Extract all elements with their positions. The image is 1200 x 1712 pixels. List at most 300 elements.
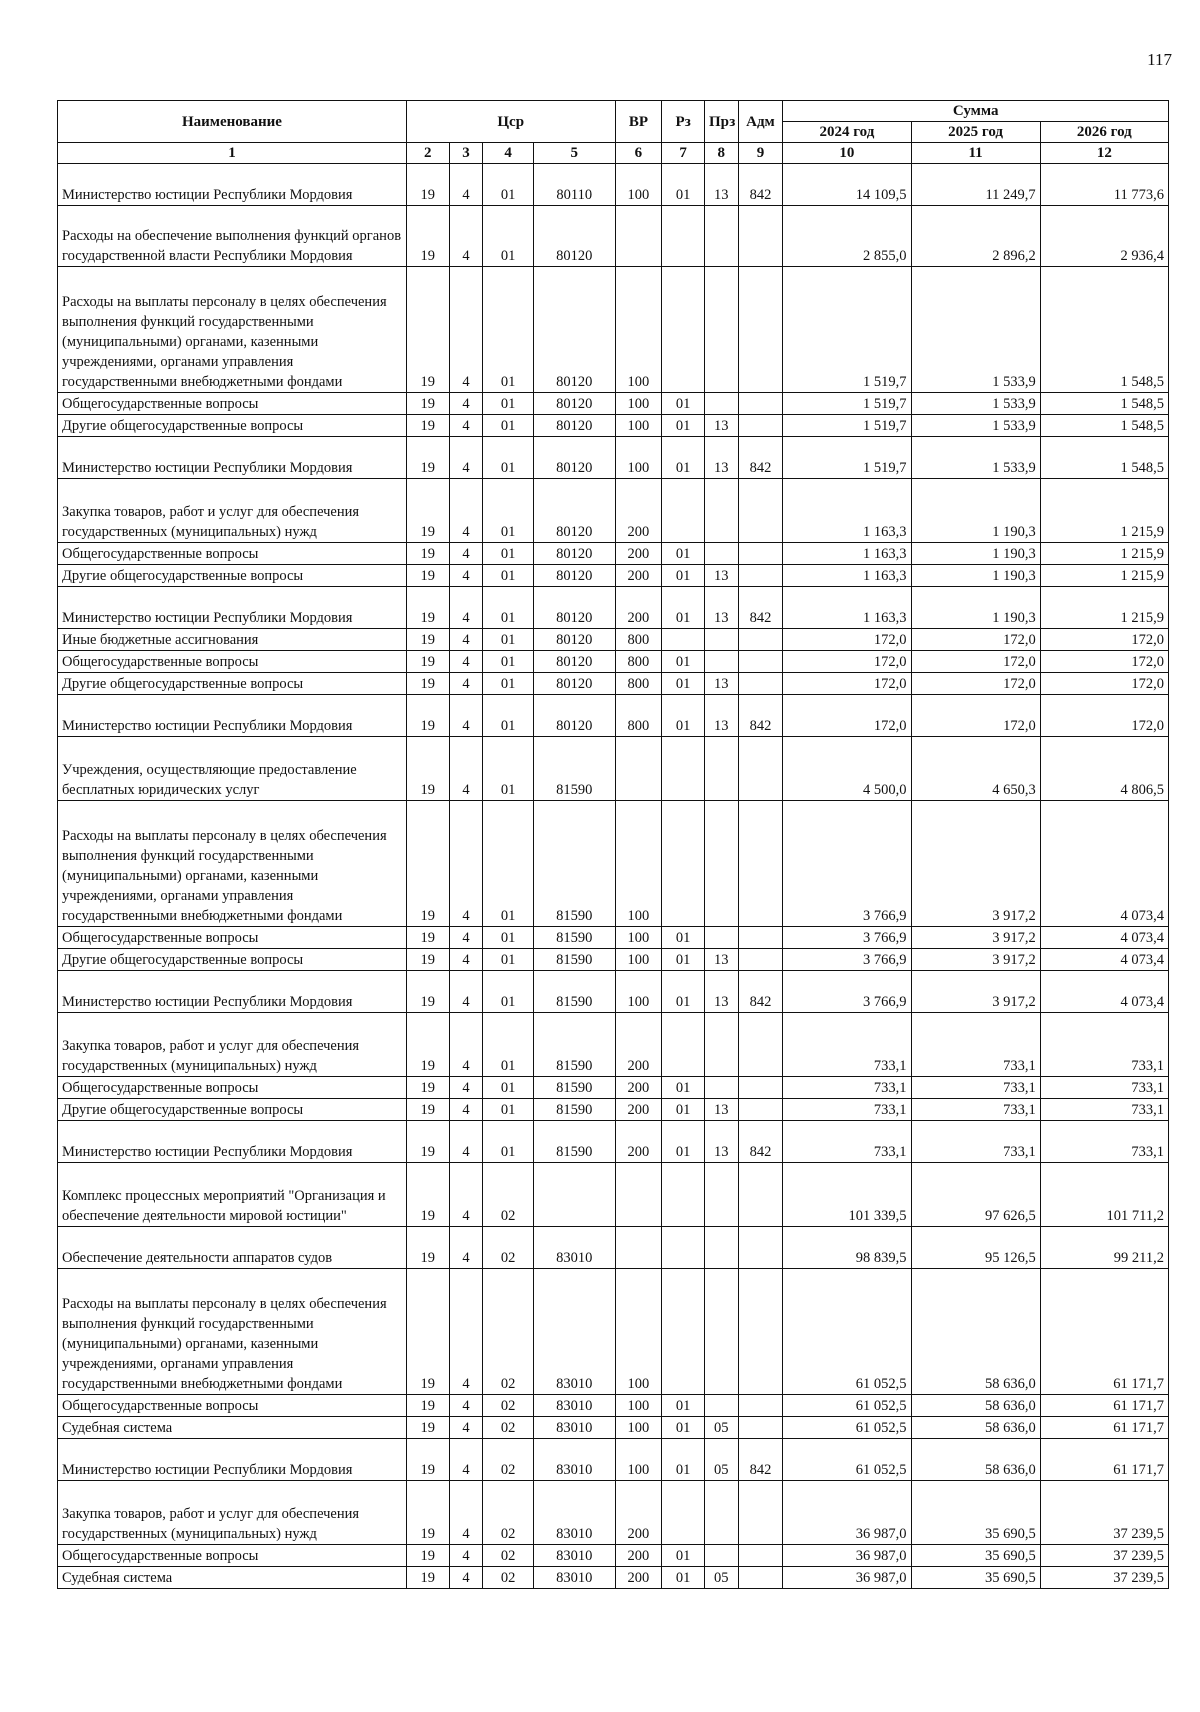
- csr-direction: 80120: [534, 629, 615, 651]
- csr-subprogram: 4: [449, 437, 483, 479]
- header-prz: Прз: [705, 101, 739, 143]
- csr-direction: 81590: [534, 949, 615, 971]
- csr-direction: 81590: [534, 1077, 615, 1099]
- amount-2024: 61 052,5: [783, 1439, 911, 1481]
- csr-program: 19: [406, 1545, 449, 1567]
- table-row: [58, 673, 1169, 695]
- csr-direction: 81590: [534, 801, 615, 927]
- adm-code: [738, 1417, 783, 1439]
- adm-code: [738, 1099, 783, 1121]
- row-name: Другие общегосударственные вопросы: [58, 565, 407, 587]
- csr-subprogram: 4: [449, 415, 483, 437]
- row-name: Другие общегосударственные вопросы: [58, 1099, 407, 1121]
- row-name: Общегосударственные вопросы: [58, 927, 407, 949]
- csr-complex: 02: [483, 1163, 534, 1227]
- prz-code: [705, 206, 739, 267]
- vr-code: [615, 1227, 662, 1269]
- csr-program: 19: [406, 1417, 449, 1439]
- amount-2025: 1 533,9: [911, 437, 1040, 479]
- row-name: Обеспечение деятельности аппаратов судов: [58, 1227, 407, 1269]
- csr-subprogram: 4: [449, 1567, 483, 1589]
- csr-program: 19: [406, 629, 449, 651]
- table-row: [58, 1013, 1169, 1077]
- prz-code: 05: [705, 1567, 739, 1589]
- table-row: [58, 801, 1169, 927]
- prz-code: [705, 267, 739, 393]
- csr-program: 19: [406, 267, 449, 393]
- rz-code: 01: [662, 927, 705, 949]
- csr-program: 19: [406, 737, 449, 801]
- amount-2026: 37 239,5: [1040, 1481, 1168, 1545]
- amount-2025: 95 126,5: [911, 1227, 1040, 1269]
- prz-code: [705, 737, 739, 801]
- csr-direction: 80120: [534, 415, 615, 437]
- page-number: 117: [1147, 50, 1172, 69]
- amount-2024: 1 519,7: [783, 267, 911, 393]
- table-row: [58, 651, 1169, 673]
- adm-code: [738, 949, 783, 971]
- amount-2024: 36 987,0: [783, 1567, 911, 1589]
- csr-program: 19: [406, 1439, 449, 1481]
- csr-program: 19: [406, 971, 449, 1013]
- table-row: [58, 415, 1169, 437]
- amount-2025: 58 636,0: [911, 1417, 1040, 1439]
- adm-code: [738, 1163, 783, 1227]
- csr-complex: 01: [483, 267, 534, 393]
- row-name: Общегосударственные вопросы: [58, 1395, 407, 1417]
- vr-code: 200: [615, 479, 662, 543]
- table-row: [58, 1099, 1169, 1121]
- header-year-2026: 2026 год: [1040, 122, 1168, 143]
- csr-direction: 80120: [534, 651, 615, 673]
- rz-code: [662, 479, 705, 543]
- column-number: 10: [783, 143, 911, 164]
- amount-2026: 172,0: [1040, 651, 1168, 673]
- prz-code: [705, 1227, 739, 1269]
- adm-code: [738, 801, 783, 927]
- csr-program: 19: [406, 949, 449, 971]
- table-row: [58, 949, 1169, 971]
- table-row: [58, 479, 1169, 543]
- csr-complex: 02: [483, 1269, 534, 1395]
- amount-2024: 1 163,3: [783, 479, 911, 543]
- vr-code: 100: [615, 267, 662, 393]
- row-name: Другие общегосударственные вопросы: [58, 415, 407, 437]
- csr-program: 19: [406, 1121, 449, 1163]
- column-number: 4: [483, 143, 534, 164]
- prz-code: 05: [705, 1417, 739, 1439]
- csr-program: 19: [406, 1269, 449, 1395]
- csr-program: 19: [406, 1013, 449, 1077]
- vr-code: 200: [615, 565, 662, 587]
- vr-code: 200: [615, 1567, 662, 1589]
- csr-direction: 83010: [534, 1439, 615, 1481]
- adm-code: [738, 543, 783, 565]
- adm-code: [738, 393, 783, 415]
- header-csr: Цср: [406, 101, 615, 143]
- csr-complex: 02: [483, 1227, 534, 1269]
- amount-2025: 1 190,3: [911, 543, 1040, 565]
- amount-2025: 1 190,3: [911, 479, 1040, 543]
- amount-2025: 58 636,0: [911, 1439, 1040, 1481]
- amount-2026: 1 215,9: [1040, 479, 1168, 543]
- table-row: [58, 1439, 1169, 1481]
- adm-code: [738, 1481, 783, 1545]
- csr-program: 19: [406, 479, 449, 543]
- prz-code: 13: [705, 949, 739, 971]
- csr-complex: 01: [483, 1013, 534, 1077]
- amount-2025: 172,0: [911, 629, 1040, 651]
- prz-code: [705, 1269, 739, 1395]
- vr-code: 100: [615, 1395, 662, 1417]
- csr-subprogram: 4: [449, 1545, 483, 1567]
- vr-code: 800: [615, 695, 662, 737]
- amount-2025: 172,0: [911, 673, 1040, 695]
- table-row: [58, 971, 1169, 1013]
- csr-program: 19: [406, 565, 449, 587]
- row-name: Закупка товаров, работ и услуг для обеспечения государственных (муниципальных) нужд: [58, 479, 407, 543]
- csr-complex: 01: [483, 206, 534, 267]
- adm-code: 842: [738, 971, 783, 1013]
- amount-2024: 101 339,5: [783, 1163, 911, 1227]
- rz-code: 01: [662, 1545, 705, 1567]
- column-numbers-row: [58, 143, 1169, 164]
- csr-complex: 02: [483, 1481, 534, 1545]
- csr-complex: 01: [483, 801, 534, 927]
- amount-2025: 1 533,9: [911, 267, 1040, 393]
- csr-direction: 83010: [534, 1395, 615, 1417]
- csr-subprogram: 4: [449, 1269, 483, 1395]
- amount-2024: 2 855,0: [783, 206, 911, 267]
- header-year-2024: 2024 год: [783, 122, 911, 143]
- csr-subprogram: 4: [449, 267, 483, 393]
- rz-code: [662, 1227, 705, 1269]
- table-row: [58, 629, 1169, 651]
- rz-code: [662, 1163, 705, 1227]
- amount-2024: 1 519,7: [783, 437, 911, 479]
- amount-2024: 4 500,0: [783, 737, 911, 801]
- vr-code: 200: [615, 1077, 662, 1099]
- adm-code: [738, 1077, 783, 1099]
- prz-code: 13: [705, 673, 739, 695]
- adm-code: 842: [738, 1439, 783, 1481]
- vr-code: 100: [615, 971, 662, 1013]
- rz-code: [662, 1269, 705, 1395]
- csr-direction: 80120: [534, 206, 615, 267]
- amount-2025: 2 896,2: [911, 206, 1040, 267]
- amount-2024: 36 987,0: [783, 1481, 911, 1545]
- csr-direction: 80120: [534, 695, 615, 737]
- rz-code: 01: [662, 949, 705, 971]
- rz-code: 01: [662, 415, 705, 437]
- adm-code: [738, 737, 783, 801]
- csr-complex: 01: [483, 1121, 534, 1163]
- csr-subprogram: 4: [449, 1013, 483, 1077]
- csr-program: 19: [406, 927, 449, 949]
- csr-program: 19: [406, 393, 449, 415]
- csr-direction: 81590: [534, 1013, 615, 1077]
- vr-code: 100: [615, 415, 662, 437]
- csr-subprogram: 4: [449, 651, 483, 673]
- csr-subprogram: 4: [449, 673, 483, 695]
- csr-direction: 80120: [534, 673, 615, 695]
- rz-code: [662, 1013, 705, 1077]
- prz-code: [705, 393, 739, 415]
- amount-2024: 61 052,5: [783, 1395, 911, 1417]
- row-name: Общегосударственные вопросы: [58, 543, 407, 565]
- table-row: [58, 1163, 1169, 1227]
- csr-program: 19: [406, 1099, 449, 1121]
- vr-code: 200: [615, 1121, 662, 1163]
- table-row: [58, 206, 1169, 267]
- csr-subprogram: 4: [449, 927, 483, 949]
- csr-direction: 80120: [534, 437, 615, 479]
- amount-2024: 172,0: [783, 629, 911, 651]
- amount-2026: 61 171,7: [1040, 1439, 1168, 1481]
- vr-code: 200: [615, 587, 662, 629]
- csr-complex: 01: [483, 587, 534, 629]
- csr-complex: 01: [483, 695, 534, 737]
- vr-code: 800: [615, 629, 662, 651]
- csr-subprogram: 4: [449, 1395, 483, 1417]
- csr-direction: 81590: [534, 1121, 615, 1163]
- amount-2024: 1 163,3: [783, 565, 911, 587]
- amount-2026: 61 171,7: [1040, 1417, 1168, 1439]
- amount-2024: 3 766,9: [783, 949, 911, 971]
- amount-2024: 98 839,5: [783, 1227, 911, 1269]
- csr-complex: 02: [483, 1439, 534, 1481]
- csr-subprogram: 4: [449, 393, 483, 415]
- amount-2026: 37 239,5: [1040, 1545, 1168, 1567]
- header-vr: ВР: [615, 101, 662, 143]
- adm-code: [738, 1013, 783, 1077]
- table-row: [58, 1227, 1169, 1269]
- csr-subprogram: 4: [449, 206, 483, 267]
- prz-code: 05: [705, 1439, 739, 1481]
- csr-direction: 83010: [534, 1227, 615, 1269]
- amount-2024: 733,1: [783, 1099, 911, 1121]
- column-number: 1: [58, 143, 407, 164]
- table-body: [58, 164, 1169, 1589]
- adm-code: [738, 1567, 783, 1589]
- csr-program: 19: [406, 1163, 449, 1227]
- amount-2026: 172,0: [1040, 695, 1168, 737]
- vr-code: [615, 206, 662, 267]
- csr-subprogram: 4: [449, 543, 483, 565]
- amount-2024: 172,0: [783, 695, 911, 737]
- table-row: [58, 695, 1169, 737]
- amount-2026: 4 073,4: [1040, 801, 1168, 927]
- adm-code: [738, 651, 783, 673]
- csr-direction: 81590: [534, 927, 615, 949]
- prz-code: [705, 1163, 739, 1227]
- csr-program: 19: [406, 587, 449, 629]
- rz-code: [662, 737, 705, 801]
- table-row: [58, 1395, 1169, 1417]
- csr-program: 19: [406, 1077, 449, 1099]
- csr-complex: 01: [483, 629, 534, 651]
- amount-2025: 97 626,5: [911, 1163, 1040, 1227]
- amount-2025: 35 690,5: [911, 1567, 1040, 1589]
- csr-program: 19: [406, 206, 449, 267]
- vr-code: 100: [615, 927, 662, 949]
- amount-2026: 4 073,4: [1040, 927, 1168, 949]
- amount-2026: 1 215,9: [1040, 543, 1168, 565]
- amount-2025: 58 636,0: [911, 1269, 1040, 1395]
- adm-code: [738, 629, 783, 651]
- row-name: Комплекс процессных мероприятий "Организация и обеспечение деятельности мировой юстиции": [58, 1163, 407, 1227]
- amount-2026: 4 073,4: [1040, 971, 1168, 1013]
- table-row: [58, 737, 1169, 801]
- row-name: Общегосударственные вопросы: [58, 1077, 407, 1099]
- vr-code: 200: [615, 1013, 662, 1077]
- table-row: [58, 164, 1169, 206]
- csr-direction: 80120: [534, 479, 615, 543]
- rz-code: 01: [662, 1099, 705, 1121]
- csr-subprogram: 4: [449, 1439, 483, 1481]
- amount-2026: 1 548,5: [1040, 267, 1168, 393]
- csr-complex: 01: [483, 543, 534, 565]
- vr-code: 100: [615, 801, 662, 927]
- csr-direction: 81590: [534, 1099, 615, 1121]
- adm-code: 842: [738, 1121, 783, 1163]
- adm-code: [738, 1545, 783, 1567]
- csr-direction: 81590: [534, 737, 615, 801]
- column-number: 5: [534, 143, 615, 164]
- amount-2024: 172,0: [783, 673, 911, 695]
- csr-subprogram: 4: [449, 971, 483, 1013]
- rz-code: 01: [662, 971, 705, 1013]
- rz-code: [662, 629, 705, 651]
- csr-program: 19: [406, 1481, 449, 1545]
- csr-subprogram: 4: [449, 801, 483, 927]
- csr-subprogram: 4: [449, 164, 483, 206]
- csr-subprogram: 4: [449, 1099, 483, 1121]
- csr-complex: 01: [483, 651, 534, 673]
- row-name: Общегосударственные вопросы: [58, 651, 407, 673]
- row-name: Министерство юстиции Республики Мордовия: [58, 1439, 407, 1481]
- amount-2025: 4 650,3: [911, 737, 1040, 801]
- row-name: Общегосударственные вопросы: [58, 393, 407, 415]
- csr-subprogram: 4: [449, 587, 483, 629]
- row-name: Учреждения, осуществляющие предоставление бесплатных юридических услуг: [58, 737, 407, 801]
- rz-code: [662, 267, 705, 393]
- csr-program: 19: [406, 1227, 449, 1269]
- csr-program: 19: [406, 1567, 449, 1589]
- column-number: 11: [911, 143, 1040, 164]
- row-name: Расходы на выплаты персоналу в целях обеспечения выполнения функций государственными (муниципальными) органами, казенными учреждениями, органами управления государственными внебюджетными фондами: [58, 1269, 407, 1395]
- csr-direction: 80120: [534, 587, 615, 629]
- csr-direction: 83010: [534, 1269, 615, 1395]
- vr-code: [615, 1163, 662, 1227]
- adm-code: [738, 1269, 783, 1395]
- amount-2026: 11 773,6: [1040, 164, 1168, 206]
- csr-complex: 02: [483, 1417, 534, 1439]
- csr-complex: 01: [483, 673, 534, 695]
- table-row: [58, 927, 1169, 949]
- prz-code: [705, 1545, 739, 1567]
- csr-subprogram: 4: [449, 1163, 483, 1227]
- prz-code: [705, 651, 739, 673]
- adm-code: [738, 479, 783, 543]
- amount-2026: 1 548,5: [1040, 393, 1168, 415]
- csr-complex: 02: [483, 1567, 534, 1589]
- amount-2025: 35 690,5: [911, 1545, 1040, 1567]
- prz-code: 13: [705, 164, 739, 206]
- column-number: 9: [738, 143, 783, 164]
- amount-2026: 172,0: [1040, 673, 1168, 695]
- amount-2025: 733,1: [911, 1013, 1040, 1077]
- row-name: Судебная система: [58, 1417, 407, 1439]
- vr-code: 100: [615, 164, 662, 206]
- csr-complex: 01: [483, 971, 534, 1013]
- amount-2026: 733,1: [1040, 1099, 1168, 1121]
- row-name: Другие общегосударственные вопросы: [58, 673, 407, 695]
- rz-code: 01: [662, 673, 705, 695]
- amount-2026: 101 711,2: [1040, 1163, 1168, 1227]
- row-name: Министерство юстиции Республики Мордовия: [58, 587, 407, 629]
- adm-code: [738, 565, 783, 587]
- table-row: [58, 587, 1169, 629]
- adm-code: 842: [738, 695, 783, 737]
- adm-code: 842: [738, 164, 783, 206]
- amount-2024: 733,1: [783, 1013, 911, 1077]
- amount-2024: 1 163,3: [783, 587, 911, 629]
- adm-code: 842: [738, 587, 783, 629]
- column-number: 7: [662, 143, 705, 164]
- adm-code: [738, 1395, 783, 1417]
- adm-code: [738, 206, 783, 267]
- prz-code: [705, 479, 739, 543]
- amount-2025: 58 636,0: [911, 1395, 1040, 1417]
- prz-code: [705, 629, 739, 651]
- amount-2025: 733,1: [911, 1099, 1040, 1121]
- amount-2026: 733,1: [1040, 1013, 1168, 1077]
- amount-2026: 733,1: [1040, 1121, 1168, 1163]
- csr-subprogram: 4: [449, 949, 483, 971]
- amount-2026: 2 936,4: [1040, 206, 1168, 267]
- prz-code: 13: [705, 587, 739, 629]
- vr-code: 100: [615, 437, 662, 479]
- column-number: 6: [615, 143, 662, 164]
- row-name: Судебная система: [58, 1567, 407, 1589]
- row-name: Министерство юстиции Республики Мордовия: [58, 971, 407, 1013]
- row-name: Другие общегосударственные вопросы: [58, 949, 407, 971]
- csr-subprogram: 4: [449, 565, 483, 587]
- csr-complex: 02: [483, 1395, 534, 1417]
- prz-code: 13: [705, 437, 739, 479]
- amount-2024: 61 052,5: [783, 1417, 911, 1439]
- adm-code: [738, 267, 783, 393]
- csr-direction: 80120: [534, 267, 615, 393]
- amount-2026: 172,0: [1040, 629, 1168, 651]
- amount-2024: 1 519,7: [783, 415, 911, 437]
- amount-2026: 4 806,5: [1040, 737, 1168, 801]
- rz-code: 01: [662, 695, 705, 737]
- csr-subprogram: 4: [449, 1417, 483, 1439]
- csr-direction: [534, 1163, 615, 1227]
- rz-code: 01: [662, 393, 705, 415]
- csr-direction: 83010: [534, 1417, 615, 1439]
- amount-2025: 1 533,9: [911, 393, 1040, 415]
- csr-subprogram: 4: [449, 1121, 483, 1163]
- amount-2026: 733,1: [1040, 1077, 1168, 1099]
- rz-code: 01: [662, 565, 705, 587]
- prz-code: [705, 1395, 739, 1417]
- rz-code: 01: [662, 437, 705, 479]
- csr-complex: 01: [483, 437, 534, 479]
- csr-subprogram: 4: [449, 1077, 483, 1099]
